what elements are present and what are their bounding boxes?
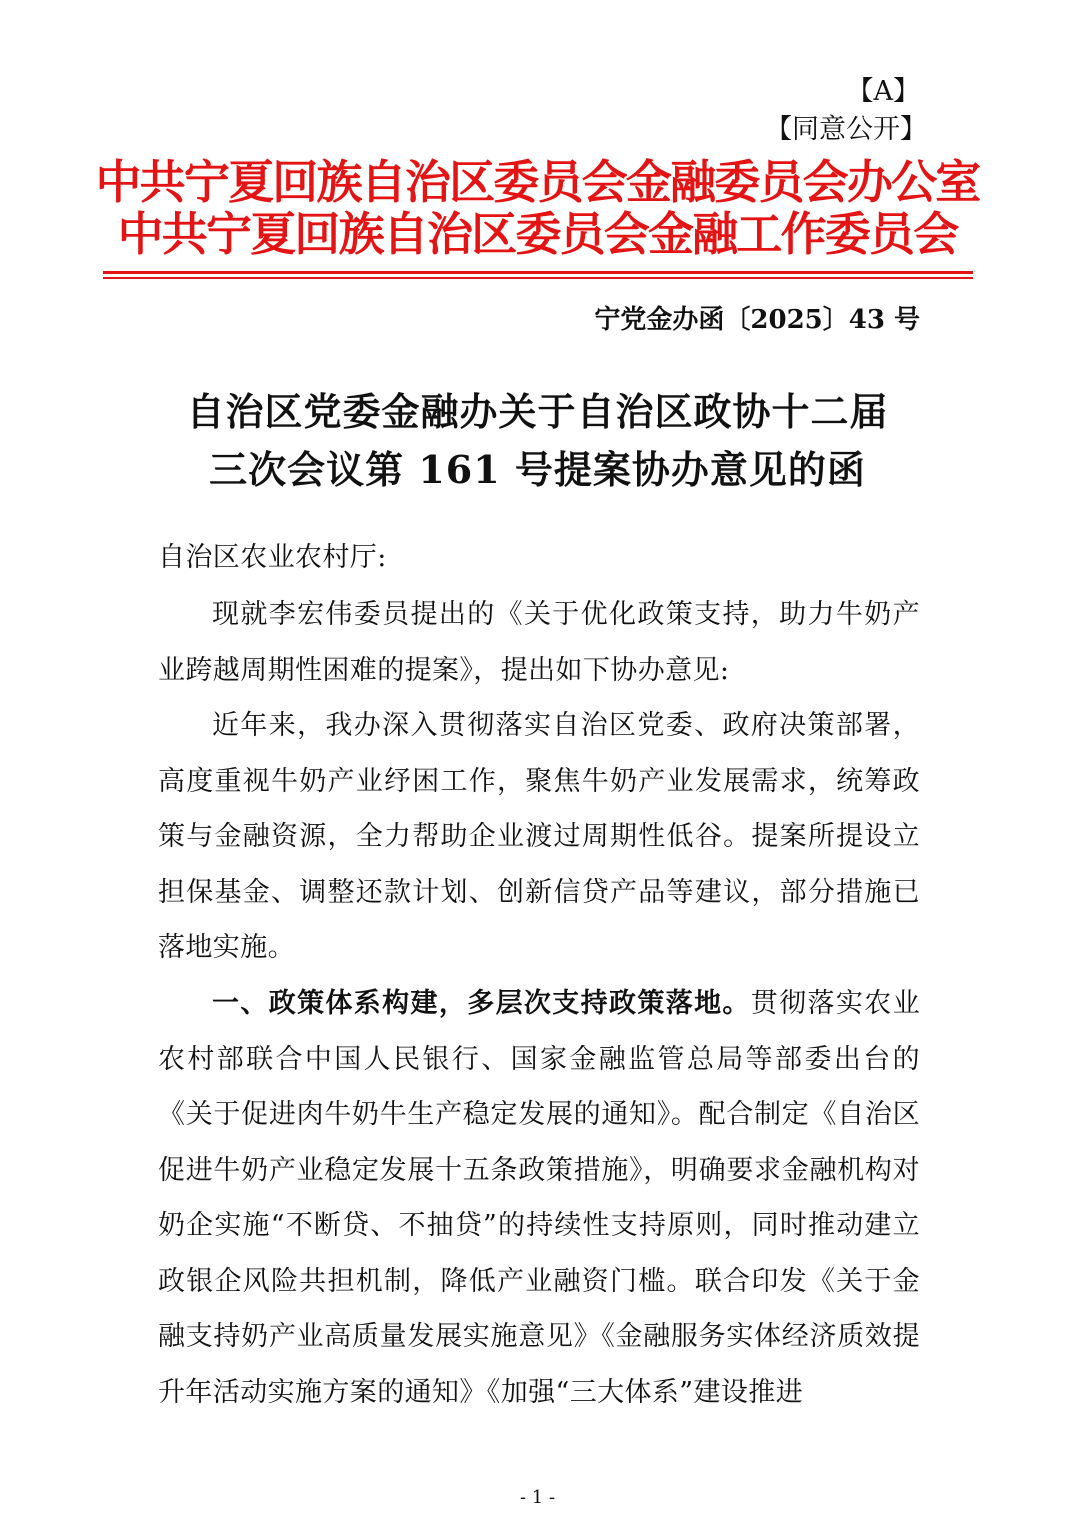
document-number: 宁党金办函〔2025〕43 号 [594, 305, 920, 335]
letterhead-org-line-1: 中共宁夏回族自治区委员会金融委员会办公室 [95, 155, 980, 209]
section-1-paragraph [158, 976, 920, 1420]
grade-mark: 【A】 [846, 76, 920, 107]
letterhead-divider-thin [103, 277, 973, 279]
body-paragraph-2: 近年来，我办深入贯彻落实自治区党委、政府决策部署，高度重视牛奶产业纾困工作，聚焦牛奶产业发展需求，统筹政策与金融资源，全力帮助企业渡过周期性低谷。提案所提设立担保基金、调整还款计划、创新信贷产品等建议，部分措施已落地实施。 [158, 710, 920, 963]
letterhead-org-line-2: 中共宁夏回族自治区委员会金融工作委员会 [117, 207, 958, 261]
body-paragraph-1: 现就李宏伟委员提出的《关于优化政策支持，助力牛奶产业跨越周期性困难的提案》，提出如下协办意见: [158, 599, 920, 686]
disclosure-mark: 【同意公开】 [765, 114, 927, 145]
letterhead-divider-thick [103, 271, 973, 274]
salutation: 自治区农业农村厅: [158, 542, 387, 573]
section-1-text: 贯彻落实农业农村部联合中国人民银行、国家金融监管总局等部委出台的《关于促进肉牛奶牛生产稳定发展的通知》。配合制定《自治区促进牛奶产业稳定发展十五条政策措施》，明确要求金融机构对奶企实施“不断贷、不抽贷”的持续性支持原则，同时推动建立政银企风险共担机制，降低产业融资门槛。联合印发《关于金融支持奶产业高质量发展实施意见》《金融服务实体经济质效提升年活动实施方案的通知》《加强“三大体系”建设推进 [158, 988, 920, 1408]
document-title-line-1: 自治区党委金融办关于自治区政协十二届 [186, 389, 889, 434]
document-title-line-2: 三次会议第 161 号提案协办意见的函 [209, 447, 866, 492]
page-number: - 1 - [519, 1487, 556, 1508]
section-1-heading: 一、政策体系构建，多层次支持政策落地。 [212, 988, 751, 1019]
